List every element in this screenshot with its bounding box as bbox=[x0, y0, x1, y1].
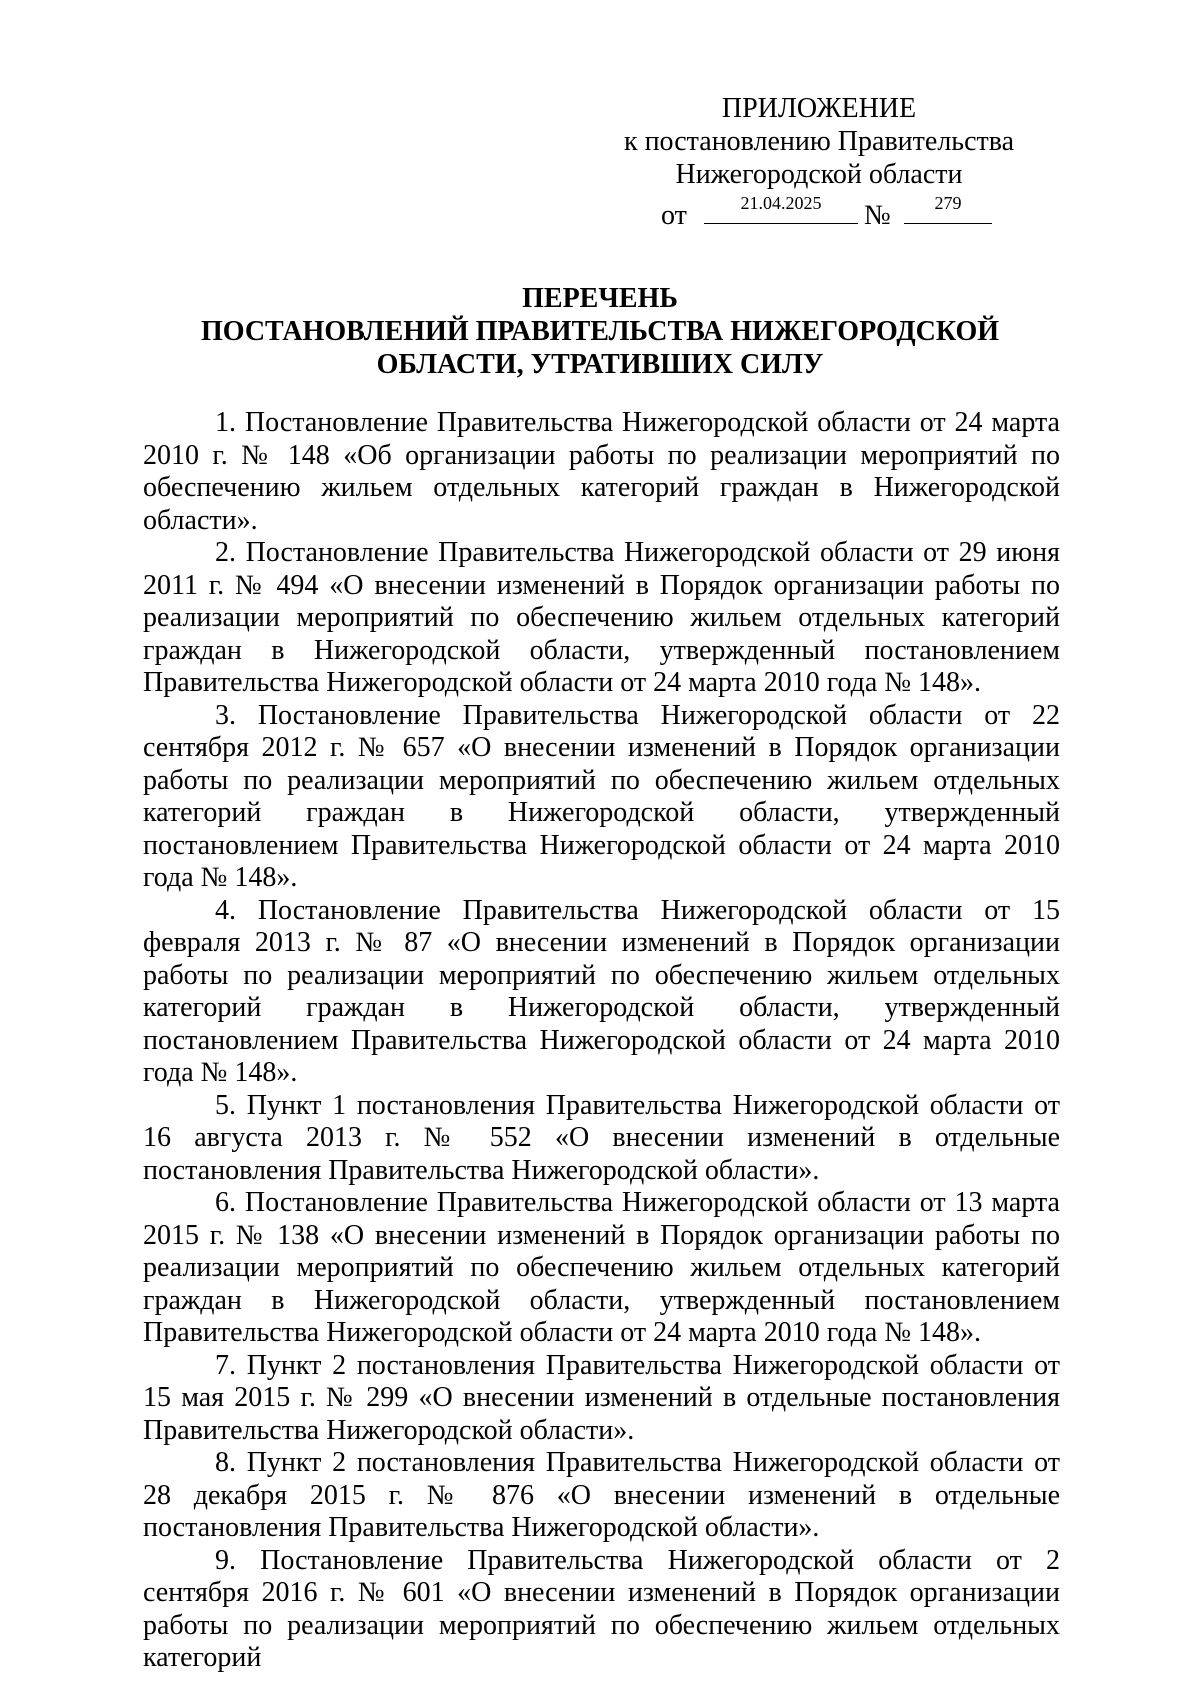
resolution-number: 279 bbox=[904, 193, 992, 224]
list-item: 8. Пункт 2 постановления Правительства Нижегородской области от 28 декабря 2015 г. № 876 «О внесении изменений в отдельные постановления Правительства Нижегородской области». bbox=[143, 1447, 1060, 1543]
heading-line-3: ОБЛАСТИ, УТРАТИВШИХ СИЛУ bbox=[376, 349, 824, 380]
document-heading bbox=[140, 282, 1060, 381]
list-item: 4. Постановление Правительства Нижегородской области от 15 февраля 2013 г. № 87 «О внесении изменений в Порядок организации работы по реализации мероприятий по обеспечению жильем отдельных категорий граждан в Нижегородской области, утвержденный постановлением Правительства Нижегородской области от 24 марта 2010 года № 148». bbox=[143, 894, 1060, 1088]
list-item: 1. Постановление Правительства Нижегородской области от 24 марта 2010 г. № 148 «Об организации работы по реализации мероприятий по обеспечению жильем отдельных категорий граждан в Нижегородской области». bbox=[143, 407, 1060, 536]
appendix-date-number-row bbox=[598, 193, 1040, 231]
repealed-resolutions-list bbox=[143, 407, 1060, 1675]
resolution-date: 21.04.2025 bbox=[704, 193, 858, 224]
list-item: 7. Пункт 2 постановления Правительства Нижегородской области от 15 мая 2015 г. № 299 «О внесении изменений в отдельные постановления Правительства Нижегородской области». bbox=[143, 1349, 1060, 1446]
list-item: 2. Постановление Правительства Нижегородской области от 29 июня 2011 г. № 494 «О внесении изменений в Порядок организации работы по реализации мероприятий по обеспечению жильем отдельных категорий граждан в Нижегородской области, утвержденный постановлением Правительства Нижегородской области от 24 марта 2010 года № 148». bbox=[143, 537, 1060, 698]
appendix-header bbox=[598, 92, 1040, 231]
heading-line-2: ПОСТАНОВЛЕНИЙ ПРАВИТЕЛЬСТВА НИЖЕГОРОДСКОЙ bbox=[200, 316, 1000, 347]
list-item: 5. Пункт 1 постановления Правительства Нижегородской области от 16 августа 2013 г. № 552 «О внесении изменений в отдельные постановления Правительства Нижегородской области». bbox=[143, 1089, 1060, 1186]
from-label: от bbox=[661, 200, 687, 231]
list-item: 9. Постановление Правительства Нижегородской области от 2 сентября 2016 г. № 601 «О внесении изменений в Порядок организации работы по реализации мероприятий по обеспечению жильем отдельных категорий bbox=[143, 1544, 1060, 1673]
appendix-region-line: Нижегородской области bbox=[675, 159, 963, 190]
appendix-reference-line: к постановлению Правительства bbox=[623, 126, 1015, 157]
heading-line-1: ПЕРЕЧЕНЬ bbox=[522, 283, 678, 314]
appendix-title: ПРИЛОЖЕНИЕ bbox=[721, 93, 917, 124]
list-item: 6. Постановление Правительства Нижегородской области от 13 марта 2015 г. № 138 «О внесении изменений в Порядок организации работы по реализации мероприятий по обеспечению жильем отдельных категорий граждан в Нижегородской области, утвержденный постановлением Правительства Нижегородской области от 24 марта 2010 года № 148». bbox=[143, 1187, 1060, 1348]
number-sign: № bbox=[864, 200, 891, 231]
list-item: 3. Постановление Правительства Нижегородской области от 22 сентября 2012 г. № 657 «О внесении изменений в Порядок организации работы по реализации мероприятий по обеспечению жильем отдельных категорий граждан в Нижегородской области, утвержденный постановлением Правительства Нижегородской области от 24 марта 2010 года № 148». bbox=[143, 699, 1060, 893]
